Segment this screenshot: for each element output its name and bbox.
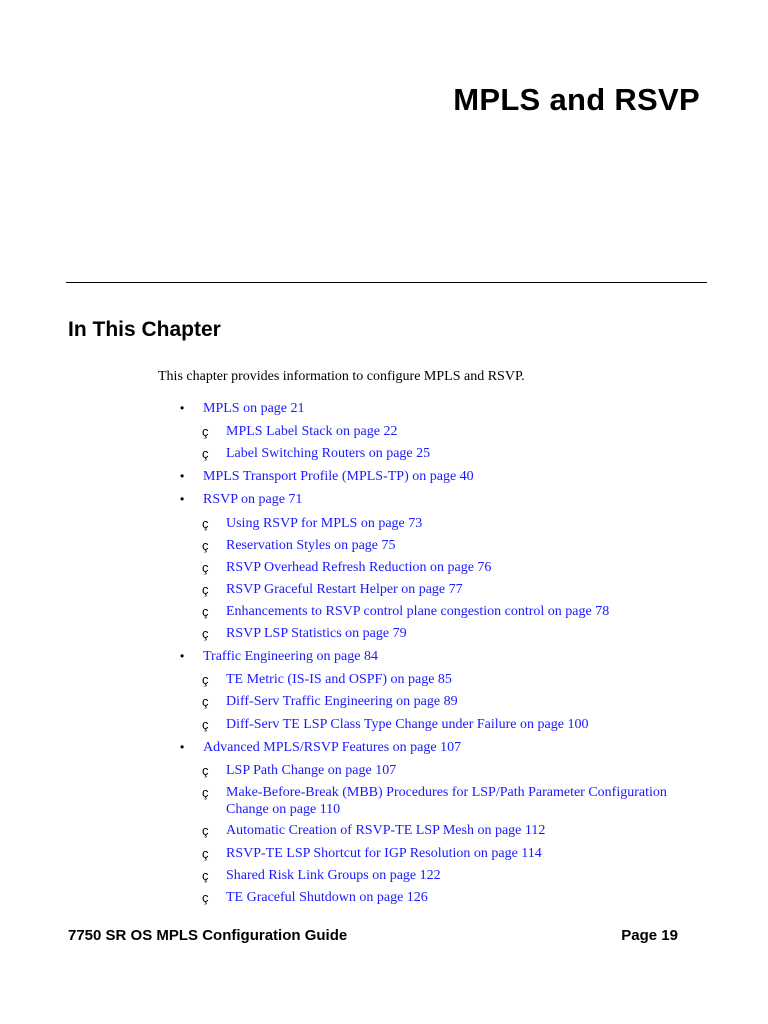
toc-sub-item (202, 559, 676, 577)
toc-link-diff-serv-te-class-type[interactable]: Diff-Serv TE LSP Class Type Change under Failure on page 100 (226, 717, 589, 732)
toc-sub-item (202, 515, 676, 533)
sub-bullet-icon: ç (202, 446, 209, 461)
toc-link-reservation-styles[interactable]: Reservation Styles on page 75 (226, 538, 396, 553)
toc-sub-item (202, 762, 676, 780)
bullet-icon: • (180, 469, 185, 483)
sub-bullet-icon: ç (202, 823, 209, 838)
toc-link-rsvp[interactable]: RSVP on page 71 (203, 492, 303, 507)
footer-page-number: Page 19 (621, 927, 678, 944)
toc-link-advanced-mpls-rsvp[interactable]: Advanced MPLS/RSVP Features on page 107 (203, 740, 462, 755)
sub-bullet-icon: ç (202, 604, 209, 619)
intro-paragraph: This chapter provides information to configure MPLS and RSVP. (158, 369, 525, 384)
toc-sub-item (202, 445, 676, 463)
toc-link-te-graceful-shutdown[interactable]: TE Graceful Shutdown on page 126 (226, 890, 428, 905)
toc-item (180, 468, 474, 485)
toc-link-label-switching-routers[interactable]: Label Switching Routers on page 25 (226, 446, 431, 461)
toc-link-te-metric[interactable]: TE Metric (IS-IS and OSPF) on page 85 (226, 672, 452, 687)
sub-bullet-icon: ç (202, 538, 209, 553)
toc-link-mpls-tp[interactable]: MPLS Transport Profile (MPLS-TP) on page 40 (203, 469, 474, 484)
toc-link-lsp-shortcut-igp[interactable]: RSVP-TE LSP Shortcut for IGP Resolution on page 114 (226, 846, 542, 861)
toc-link-mpls[interactable]: MPLS on page 21 (203, 401, 305, 416)
sub-bullet-icon: ç (202, 717, 209, 732)
toc-link-traffic-engineering[interactable]: Traffic Engineering on page 84 (203, 649, 378, 664)
sub-bullet-icon: ç (202, 763, 209, 778)
sub-bullet-icon: ç (202, 516, 209, 531)
toc-link-make-before-break[interactable]: Make-Before-Break (MBB) Procedures for LSP/Path Parameter Configuration Change on page 110 (226, 785, 667, 817)
horizontal-rule (66, 282, 707, 283)
bullet-icon: • (180, 649, 185, 663)
toc-sub-item (202, 625, 676, 643)
toc-sub-item (202, 693, 676, 711)
toc-link-rsvp-overhead-refresh[interactable]: RSVP Overhead Refresh Reduction on page 76 (226, 560, 492, 575)
bullet-icon: • (180, 492, 185, 506)
sub-bullet-icon: ç (202, 694, 209, 709)
toc-sub-item (202, 845, 676, 863)
toc-sub-item (202, 603, 676, 621)
sub-bullet-icon: ç (202, 672, 209, 687)
sub-bullet-icon: ç (202, 560, 209, 575)
sub-bullet-icon: ç (202, 868, 209, 883)
footer-guide-title: 7750 SR OS MPLS Configuration Guide (68, 927, 348, 944)
toc-link-automatic-lsp-mesh[interactable]: Automatic Creation of RSVP-TE LSP Mesh on page 112 (226, 823, 546, 838)
toc-sub-item (202, 784, 676, 818)
toc-sub-item (202, 581, 676, 599)
toc-link-lsp-path-change[interactable]: LSP Path Change on page 107 (226, 763, 397, 778)
toc-link-shared-risk-link-groups[interactable]: Shared Risk Link Groups on page 122 (226, 868, 441, 883)
toc-sub-item (202, 822, 676, 840)
toc-sub-item (202, 671, 676, 689)
toc-item (180, 491, 302, 508)
toc-link-mpls-label-stack[interactable]: MPLS Label Stack on page 22 (226, 424, 398, 439)
sub-bullet-icon: ç (202, 424, 209, 439)
toc-item (180, 400, 305, 417)
toc-link-rsvp-congestion-control[interactable]: Enhancements to RSVP control plane congestion control on page 78 (226, 604, 610, 619)
sub-bullet-icon: ç (202, 890, 209, 905)
toc-item (180, 648, 378, 665)
sub-bullet-icon: ç (202, 582, 209, 597)
toc-sub-item (202, 889, 676, 907)
toc-sub-item (202, 716, 676, 734)
section-heading: In This Chapter (68, 318, 221, 341)
toc-sub-item (202, 423, 676, 441)
toc-link-diff-serv-te[interactable]: Diff-Serv Traffic Engineering on page 89 (226, 694, 458, 709)
toc-sub-item (202, 537, 676, 555)
toc-sub-item (202, 867, 676, 885)
toc-link-rsvp-graceful-restart[interactable]: RSVP Graceful Restart Helper on page 77 (226, 582, 463, 597)
bullet-icon: • (180, 401, 185, 415)
sub-bullet-icon: ç (202, 846, 209, 861)
bullet-icon: • (180, 740, 185, 754)
toc-item (180, 739, 461, 756)
sub-bullet-icon: ç (202, 785, 209, 800)
toc-link-using-rsvp-for-mpls[interactable]: Using RSVP for MPLS on page 73 (226, 516, 423, 531)
sub-bullet-icon: ç (202, 626, 209, 641)
chapter-title: MPLS and RSVP (453, 82, 700, 117)
toc-link-rsvp-lsp-statistics[interactable]: RSVP LSP Statistics on page 79 (226, 626, 407, 641)
